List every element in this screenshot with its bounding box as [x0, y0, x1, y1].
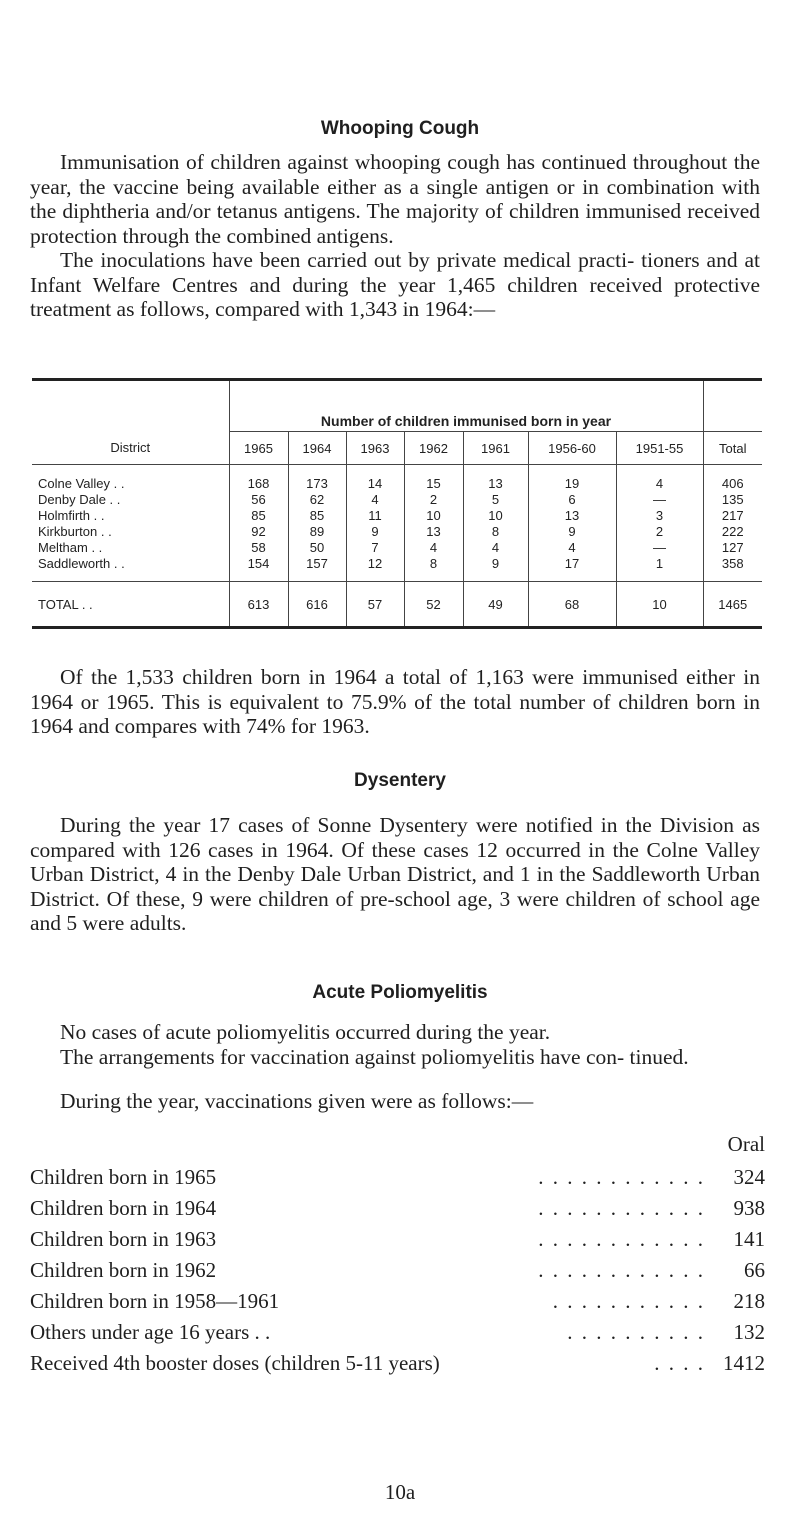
- cell: 9: [463, 555, 528, 582]
- table-row: [32, 539, 762, 555]
- leader-dots: . . . . . . . . . . .: [552, 1289, 705, 1313]
- cell: 2: [616, 523, 703, 539]
- vaccination-count: 938: [733, 1196, 765, 1220]
- cell: 14: [346, 465, 404, 492]
- vaccination-count: 324: [733, 1165, 765, 1189]
- cell: 13: [404, 523, 463, 539]
- cell: 50: [288, 539, 346, 555]
- dysentery-paragraph: During the year 17 cases of Sonne Dysentery were notified in the Division as compared with 126 cases in 1964. Of these cases 12 occurred in the Colne Valley Urban District, 4 in the Denby Dale Urban District, and 1 in the Saddleworth Urban District. Of these, 9 were children of pre-school age, 3 were children of school age and 5 were adults.: [30, 813, 760, 935]
- cell: 157: [288, 555, 346, 582]
- vaccination-label: Children born in 1964: [30, 1196, 217, 1220]
- table-group-header: Number of children immunised born in year: [229, 380, 703, 432]
- cell: 4: [616, 465, 703, 492]
- list-item: [30, 1289, 765, 1320]
- district-name: Meltham . .: [38, 539, 103, 555]
- table-row: [32, 523, 762, 539]
- cell: 58: [229, 539, 288, 555]
- total-cell: 68: [528, 582, 616, 628]
- cell: 8: [404, 555, 463, 582]
- cell: —: [616, 539, 703, 555]
- grand-total-cell: 1465: [703, 582, 762, 628]
- leader-dots: . . . . . . . . . . . .: [538, 1227, 705, 1251]
- table-header-blank: [32, 380, 229, 432]
- whooping-cough-heading: Whooping Cough: [320, 118, 480, 139]
- list-item: [30, 1196, 765, 1227]
- total-cell: 10: [616, 582, 703, 628]
- total-cell: 49: [463, 582, 528, 628]
- cell: 56: [229, 491, 288, 507]
- table-row: [32, 465, 762, 492]
- cell: 17: [528, 555, 616, 582]
- vaccination-label: Others under age 16 years . .: [30, 1320, 271, 1344]
- after-table-text: [30, 665, 760, 739]
- list-item: [30, 1258, 765, 1289]
- year-header: 1961: [463, 432, 528, 465]
- cell-total: 135: [703, 491, 762, 507]
- cell: 154: [229, 555, 288, 582]
- cell: 173: [288, 465, 346, 492]
- cell: 2: [404, 491, 463, 507]
- table-row: [32, 507, 762, 523]
- cell: 5: [463, 491, 528, 507]
- district-name: Denby Dale . .: [38, 491, 121, 507]
- cell: 85: [288, 507, 346, 523]
- list-item: [30, 1227, 765, 1258]
- vaccination-label: Children born in 1962: [30, 1258, 217, 1282]
- polio-heading: Acute Poliomyelitis: [312, 982, 488, 1003]
- cell: 4: [404, 539, 463, 555]
- cell: 3: [616, 507, 703, 523]
- list-item: [30, 1351, 765, 1382]
- cell-total: 358: [703, 555, 762, 582]
- year-header: 1962: [404, 432, 463, 465]
- cell: 7: [346, 539, 404, 555]
- cell-total: 222: [703, 523, 762, 539]
- district-name: Kirkburton . .: [38, 523, 112, 539]
- polio-paragraph-1: No cases of acute poliomyelitis occurred during the year.: [60, 1020, 551, 1044]
- leader-dots: . . . . . . . . . .: [567, 1320, 705, 1344]
- immunisation-table: [32, 378, 762, 629]
- table-total-row: [32, 582, 762, 628]
- page-number: 10a: [384, 1480, 416, 1504]
- cell: 19: [528, 465, 616, 492]
- cell: 6: [528, 491, 616, 507]
- whooping-paragraph-2: The inoculations have been carried out by private medical practi- tioners and at Infant Welfare Centres and during the year 1,465 children received protective treatment as follows, compared with 1,343 in 1964:—: [30, 248, 760, 321]
- vaccination-label: Children born in 1965: [30, 1165, 217, 1189]
- year-header: 1963: [346, 432, 404, 465]
- list-item: [30, 1320, 765, 1351]
- cell: 85: [229, 507, 288, 523]
- district-name: Colne Valley . .: [38, 475, 125, 491]
- total-header: Total: [703, 432, 762, 465]
- oral-column-header: Oral: [727, 1132, 765, 1156]
- district-column-header: District: [32, 432, 229, 465]
- cell-total: 127: [703, 539, 762, 555]
- cell: 92: [229, 523, 288, 539]
- dysentery-text: [30, 813, 760, 936]
- cell: 13: [463, 465, 528, 492]
- vaccination-count: 66: [744, 1258, 765, 1282]
- cell: 1: [616, 555, 703, 582]
- polio-text: [30, 1020, 760, 1114]
- vaccination-label: Children born in 1958—1961: [30, 1289, 280, 1313]
- table-row: [32, 491, 762, 507]
- leader-dots: . . . . . . . . . . . .: [538, 1165, 705, 1189]
- cell: —: [616, 491, 703, 507]
- total-cell: 616: [288, 582, 346, 628]
- list-item: [30, 1165, 765, 1196]
- polio-paragraph-3: During the year, vaccinations given were as follows:—: [60, 1089, 534, 1113]
- after-table-paragraph: Of the 1,533 children born in 1964 a total of 1,163 were immunised either in 1964 or 1965. This is equivalent to 75.9% of the total number of children born in 1964 and compares with 74% for 1963.: [30, 665, 760, 738]
- year-header: 1951-55: [616, 432, 703, 465]
- cell: 8: [463, 523, 528, 539]
- polio-paragraph-2: The arrangements for vaccination against poliomyelitis have con- tinued.: [60, 1044, 689, 1069]
- cell: 4: [463, 539, 528, 555]
- table-header-blank-total: [703, 380, 762, 432]
- vaccination-list: [30, 1165, 765, 1382]
- vaccination-count: 132: [733, 1320, 765, 1344]
- cell: 13: [528, 507, 616, 523]
- leader-dots: . . . . . . . . . . . .: [538, 1258, 705, 1282]
- table-row: [32, 555, 762, 582]
- total-label: TOTAL . .: [32, 582, 229, 628]
- cell: 4: [528, 539, 616, 555]
- dysentery-heading: Dysentery: [354, 770, 446, 791]
- vaccination-label: Children born in 1963: [30, 1227, 217, 1251]
- leader-dots: . . . .: [654, 1351, 705, 1375]
- cell-total: 217: [703, 507, 762, 523]
- total-cell: 52: [404, 582, 463, 628]
- cell: 10: [463, 507, 528, 523]
- cell: 62: [288, 491, 346, 507]
- cell: 10: [404, 507, 463, 523]
- year-header: 1964: [288, 432, 346, 465]
- cell: 15: [404, 465, 463, 492]
- cell: 9: [346, 523, 404, 539]
- whooping-cough-text: [30, 150, 760, 322]
- vaccination-count: 141: [733, 1227, 765, 1251]
- total-cell: 613: [229, 582, 288, 628]
- year-header: 1956-60: [528, 432, 616, 465]
- cell: 168: [229, 465, 288, 492]
- district-name: Holmfirth . .: [38, 507, 105, 523]
- leader-dots: . . . . . . . . . . . .: [538, 1196, 705, 1220]
- cell: 9: [528, 523, 616, 539]
- year-header: 1965: [229, 432, 288, 465]
- cell: 4: [346, 491, 404, 507]
- cell-total: 406: [703, 465, 762, 492]
- cell: 89: [288, 523, 346, 539]
- vaccination-count: 218: [733, 1289, 765, 1313]
- cell: 12: [346, 555, 404, 582]
- total-cell: 57: [346, 582, 404, 628]
- whooping-paragraph-1: Immunisation of children against whooping cough has continued throughout the year, the vaccine being available either as a single antigen or in combination with the diphtheria and/or tetanus antigens. The majority of children immunised received protection through the combined antigens.: [30, 150, 760, 248]
- cell: 11: [346, 507, 404, 523]
- district-name: Saddleworth . .: [38, 555, 125, 571]
- vaccination-count: 1412: [723, 1351, 765, 1375]
- vaccination-label: Received 4th booster doses (children 5-11 years): [30, 1351, 440, 1375]
